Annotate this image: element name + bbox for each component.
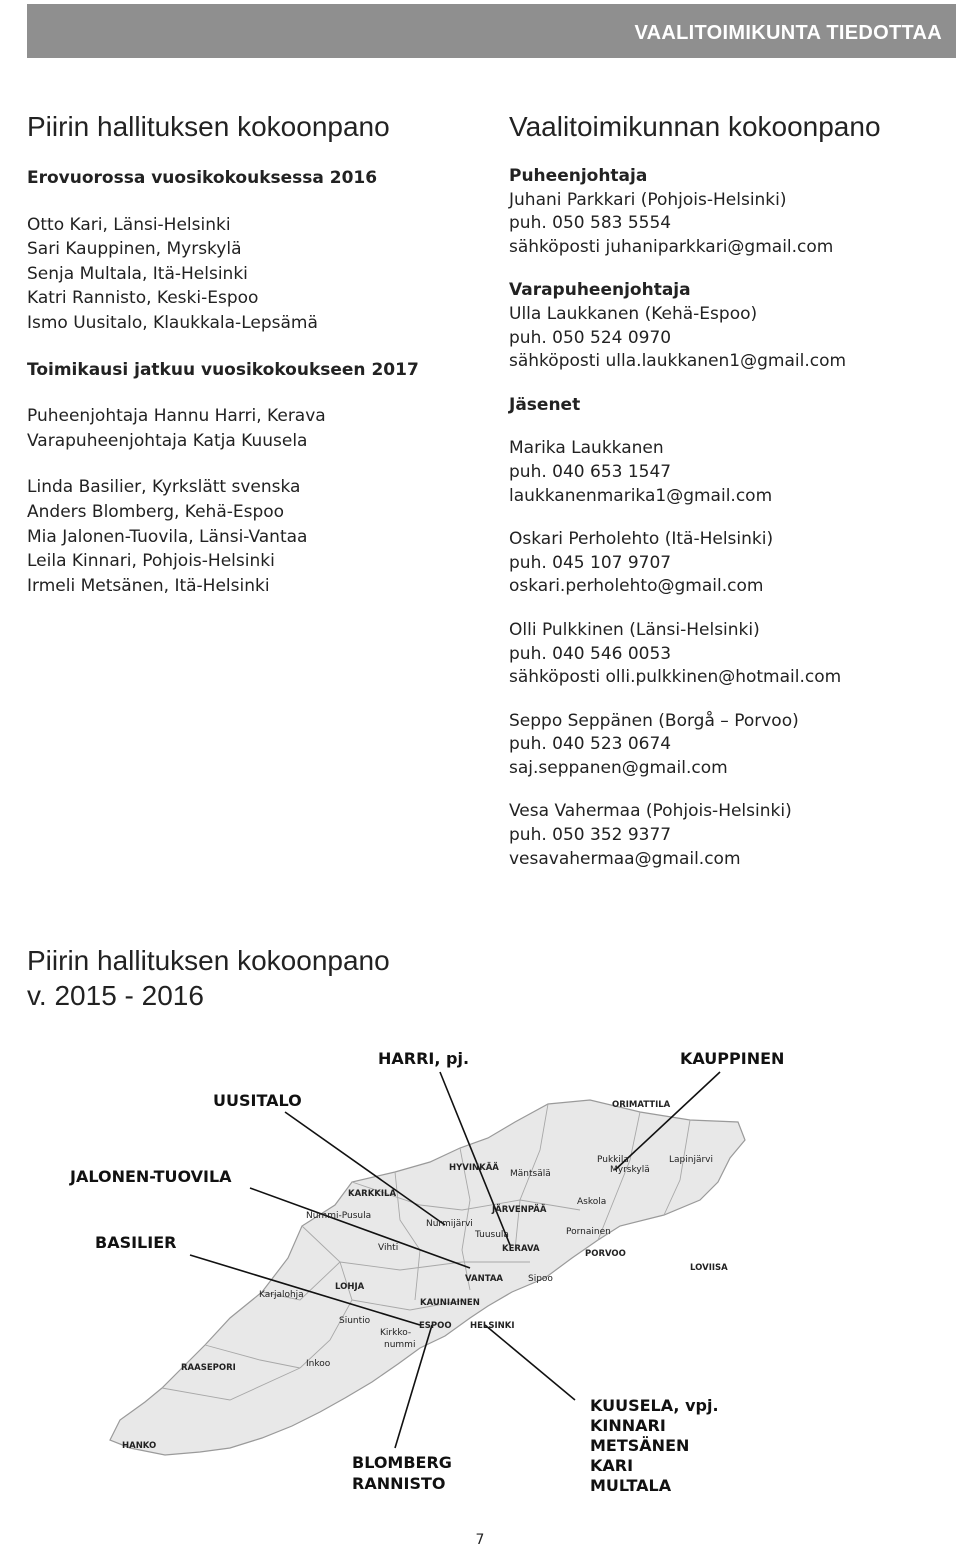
town-myrskyla: Myrskylä [610, 1165, 650, 1175]
town-pukkila: Pukkila [597, 1155, 629, 1165]
vice-line: puh. 050 524 0970 [509, 327, 672, 348]
callout-metsanen: METSÄNEN [590, 1436, 690, 1455]
town-kirkkonummi-1: Kirkko- [380, 1328, 412, 1338]
chair-heading: Puheenjohtaja [509, 166, 648, 186]
town-karkkila: KARKKILA [348, 1189, 397, 1199]
callout-jalonen: JALONEN-TUOVILA [70, 1167, 232, 1186]
member-line: Otto Kari, Länsi-Helsinki [27, 214, 231, 235]
member-name: Vesa Vahermaa (Pohjois-Helsinki) [509, 801, 792, 822]
page-number: 7 [475, 1532, 485, 1548]
town-tuusula: Tuusula [475, 1230, 509, 1240]
chair-line: Juhani Parkkari (Pohjois-Helsinki) [509, 189, 787, 210]
left-column [27, 166, 419, 598]
callout-harri: HARRI, pj. [378, 1049, 470, 1068]
chair-email: sähköposti juhaniparkkari@gmail.com [509, 236, 834, 257]
bottom-title-line1: Piirin hallituksen kokoonpano [27, 945, 390, 976]
town-jarvenpaa: JÄRVENPÄÄ [492, 1205, 547, 1215]
town-porvoo: PORVOO [585, 1249, 626, 1259]
callout-blomberg: BLOMBERG [352, 1453, 452, 1472]
member-line: Ismo Uusitalo, Klaukkala-Lepsämä [27, 312, 318, 333]
town-askola: Askola [577, 1197, 607, 1207]
member-line: Linda Basilier, Kyrkslätt svenska [27, 477, 301, 498]
member-email: saj.seppanen@gmail.com [509, 757, 728, 778]
member-email: vesavahermaa@gmail.com [509, 848, 741, 869]
town-vihti: Vihti [378, 1243, 399, 1253]
town-vantaa: VANTAA [465, 1274, 503, 1284]
member-phone: puh. 040 523 0674 [509, 734, 672, 755]
town-pornainen: Pornainen [566, 1227, 611, 1237]
right-column [509, 165, 846, 871]
member-phone: puh. 040 546 0053 [509, 643, 672, 664]
member-email: oskari.perholehto@gmail.com [509, 576, 764, 597]
town-sipoo: Sipoo [528, 1274, 553, 1284]
town-kerava: KERAVA [502, 1244, 540, 1254]
right-title: Vaalitoimikunnan kokoonpano [509, 111, 881, 142]
town-espoo: ESPOO [419, 1321, 452, 1331]
town-nurmijarvi: Nurmijärvi [426, 1219, 473, 1229]
officer-line: Varapuheenjohtaja Katja Kuusela [27, 430, 308, 451]
callout-kinnari: KINNARI [590, 1416, 666, 1435]
town-kirkkonummi-2: nummi [384, 1340, 416, 1350]
town-hanko: HANKO [122, 1441, 157, 1451]
district-map [0, 1030, 960, 1510]
town-nummipusula: Nummi-Pusula [306, 1211, 372, 1221]
member-phone: puh. 040 653 1547 [509, 461, 672, 482]
vice-line: Ulla Laukkanen (Kehä-Espoo) [509, 303, 758, 324]
member-phone: puh. 045 107 9707 [509, 552, 672, 573]
member-name: Olli Pulkkinen (Länsi-Helsinki) [509, 619, 760, 640]
header-title: VAALITOIMIKUNTA TIEDOTTAA [634, 22, 942, 44]
members-heading: Jäsenet [509, 394, 581, 415]
member-line: Irmeli Metsänen, Itä-Helsinki [27, 575, 270, 596]
town-karjalohja: Karjalohja [259, 1290, 304, 1300]
member-line: Leila Kinnari, Pohjois-Helsinki [27, 551, 275, 572]
vice-heading: Varapuheenjohtaja [509, 280, 691, 301]
town-lohja: LOHJA [335, 1282, 365, 1292]
callout-multala: MULTALA [590, 1476, 672, 1495]
callout-kauppinen: KAUPPINEN [680, 1049, 785, 1068]
officer-line: Puheenjohtaja Hannu Harri, Kerava [27, 406, 326, 427]
member-line: Anders Blomberg, Kehä-Espoo [27, 501, 285, 522]
member-name: Seppo Seppänen (Borgå – Porvoo) [509, 710, 799, 731]
town-mantsala: Mäntsälä [510, 1169, 551, 1179]
callout-kuusela: KUUSELA, vpj. [590, 1396, 719, 1415]
member-line: Katri Rannisto, Keski-Espoo [27, 288, 259, 309]
bottom-title-line2: v. 2015 - 2016 [27, 980, 204, 1011]
vice-email: sähköposti ulla.laukkanen1@gmail.com [509, 351, 847, 372]
member-name: Marika Laukkanen [509, 438, 664, 459]
section1-heading: Erovuorossa vuosikokouksessa 2016 [27, 168, 378, 188]
callout-basilier: BASILIER [95, 1233, 177, 1252]
left-title: Piirin hallituksen kokoonpano [27, 111, 390, 142]
member-line: Mia Jalonen-Tuovila, Länsi-Vantaa [27, 526, 308, 547]
section2-heading: Toimikausi jatkuu vuosikokoukseen 2017 [27, 359, 419, 380]
town-loviisa: LOVIISA [690, 1263, 728, 1273]
town-raasepori: RAASEPORI [181, 1363, 236, 1373]
member-email: sähköposti olli.pulkkinen@hotmail.com [509, 667, 842, 688]
member-line: Sari Kauppinen, Myrskylä [27, 239, 242, 260]
header-bar [27, 4, 956, 58]
town-orimattila: ORIMATTILA [612, 1100, 671, 1110]
member-email: laukkanenmarika1@gmail.com [509, 485, 773, 506]
callout-uusitalo: UUSITALO [213, 1091, 302, 1110]
town-kauniainen: KAUNIAINEN [420, 1298, 480, 1308]
town-siuntio: Siuntio [339, 1316, 371, 1326]
callout-rannisto: RANNISTO [352, 1474, 446, 1493]
town-lapinjarvi: Lapinjärvi [669, 1155, 713, 1165]
town-inkoo: Inkoo [306, 1359, 331, 1369]
chair-line: puh. 050 583 5554 [509, 213, 672, 234]
callout-kari: KARI [590, 1456, 634, 1475]
member-name: Oskari Perholehto (Itä-Helsinki) [509, 529, 774, 550]
town-hyvinkaa: HYVINKÄÄ [449, 1163, 499, 1173]
town-helsinki: HELSINKI [470, 1321, 515, 1331]
member-line: Senja Multala, Itä-Helsinki [27, 263, 248, 284]
member-phone: puh. 050 352 9377 [509, 825, 672, 846]
